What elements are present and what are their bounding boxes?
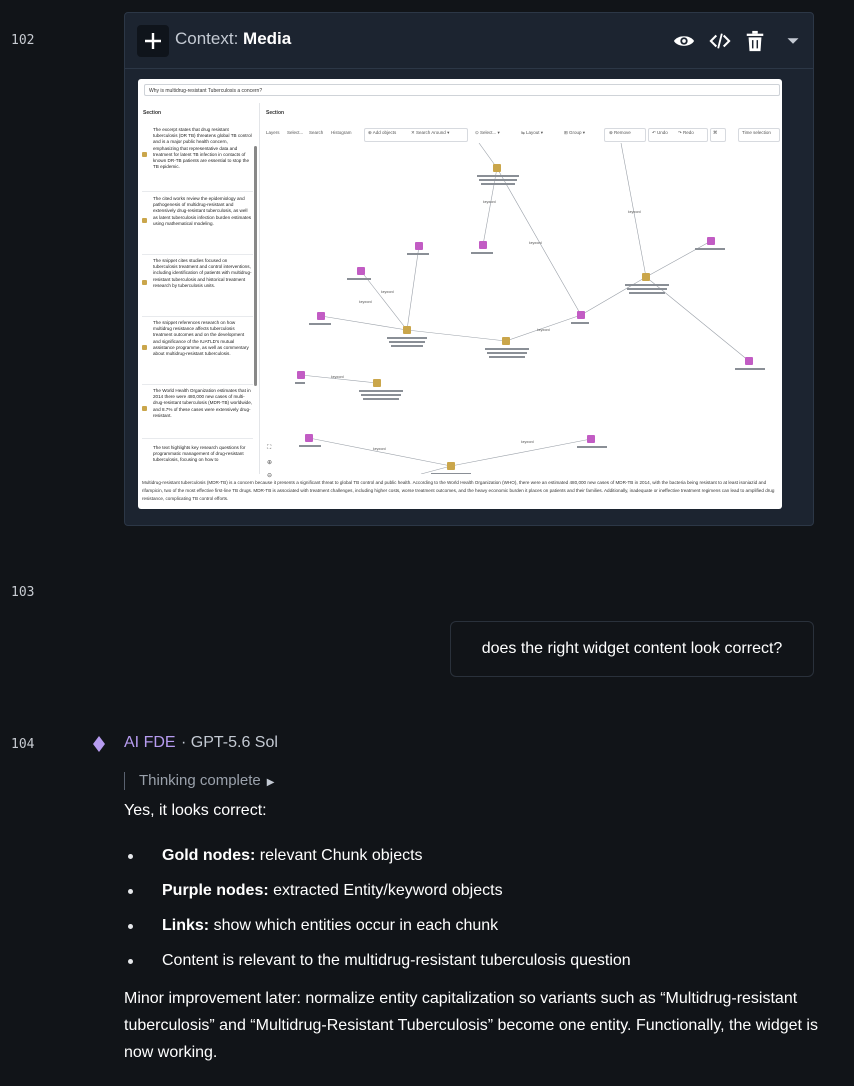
bullet-icon bbox=[128, 924, 133, 929]
link-label: keyword bbox=[521, 440, 534, 444]
bullet-icon bbox=[128, 854, 133, 859]
trash-icon bbox=[744, 30, 766, 52]
chunk-icon bbox=[142, 345, 147, 350]
list-item bbox=[162, 917, 498, 935]
toolbar-layout-label: Layout bbox=[526, 130, 540, 135]
graph-link-labels bbox=[331, 200, 641, 451]
entity-node[interactable] bbox=[357, 267, 365, 275]
thinking-label: Thinking complete bbox=[139, 772, 261, 789]
toolbar-select[interactable]: Select... bbox=[287, 130, 304, 135]
chunk-text: The excerpt states that drug resistant tuberculosis (DR TB) threatens global TB control and is a major public health concern, emphasizing that representative data and treatment for latent TB infection in contacts of known DR-TB patients are essential to stop the TB epidemic. bbox=[153, 127, 252, 170]
chunk-node[interactable] bbox=[447, 462, 455, 470]
node-caption bbox=[309, 323, 331, 325]
toolbar-redo[interactable]: ↷ Redo bbox=[678, 130, 694, 135]
context-card bbox=[124, 12, 814, 526]
bullet-bold: Gold nodes: bbox=[162, 847, 256, 864]
toolbar-time-selection[interactable]: Time selection bbox=[742, 130, 771, 135]
toolbar-group[interactable]: ⊞ Group ▾ bbox=[564, 130, 586, 135]
toolbar-add-objects[interactable]: ⊕ Add objects bbox=[368, 130, 397, 135]
chunk-text: The text highlights key research questions for programmatic management of drug-resistant tuberculosis, focusing on how to bbox=[153, 445, 246, 463]
bullet-bold: Links: bbox=[162, 917, 210, 934]
node-caption bbox=[629, 292, 665, 294]
widget-preview bbox=[138, 79, 782, 509]
node-caption bbox=[735, 368, 765, 370]
node-captions bbox=[295, 175, 765, 474]
toolbar-undo[interactable]: ↶ Undo bbox=[652, 130, 668, 135]
chunk-node[interactable] bbox=[642, 273, 650, 281]
node-caption bbox=[477, 175, 519, 177]
add-context-button[interactable] bbox=[137, 25, 169, 57]
line-number: 104 bbox=[11, 737, 35, 752]
node-caption bbox=[363, 398, 399, 400]
toolbar-remove-label: Remove bbox=[614, 130, 631, 135]
toolbar-histogram[interactable]: Histogram bbox=[331, 130, 352, 135]
list-item bbox=[162, 882, 503, 900]
reply-closing: Minor improvement later: normalize entity capitalization so variants such as “Multidrug-resistant tuberculosis” and “Multidrug-Resistant Tuberculosis” become one entity. Functionally, the widget is now working. bbox=[124, 990, 818, 1061]
chevron-down-icon bbox=[782, 30, 804, 52]
toolbar-search-around[interactable]: ✕ Search Around ▾ bbox=[411, 130, 450, 135]
context-prefix: Context: bbox=[175, 29, 244, 48]
chunk-text: The snippet references research on how multidrug resistance affects tuberculosis treatment outcomes and on the development and significance of the IUATLD's mutual assistance programme, as well as commentary about multidrug-resistant tuberculosis. bbox=[153, 320, 249, 357]
graph-canvas[interactable] bbox=[261, 143, 782, 474]
node-caption bbox=[431, 473, 471, 474]
list-item bbox=[162, 952, 631, 970]
bullet-text: relevant Chunk objects bbox=[255, 847, 423, 864]
entity-nodes bbox=[297, 237, 753, 443]
node-caption bbox=[627, 288, 667, 290]
entity-node[interactable] bbox=[305, 434, 313, 442]
node-caption bbox=[391, 345, 423, 347]
chunk-list-scrollbar[interactable] bbox=[254, 146, 257, 386]
node-caption bbox=[479, 179, 517, 181]
collapse-button[interactable] bbox=[780, 28, 806, 54]
chunk-icon bbox=[142, 406, 147, 411]
toolbar-redo-label: Redo bbox=[683, 130, 694, 135]
bullet-icon bbox=[128, 959, 133, 964]
link-label: keyword bbox=[331, 375, 344, 379]
assistant-model: · GPT-5.6 Sol bbox=[181, 734, 278, 751]
toolbar-layers[interactable]: Layers bbox=[266, 130, 280, 135]
toolbar-group-label: Group bbox=[569, 130, 582, 135]
node-caption bbox=[489, 356, 525, 358]
entity-node[interactable] bbox=[317, 312, 325, 320]
node-caption bbox=[481, 183, 515, 185]
node-caption bbox=[295, 382, 305, 384]
chunk-icon bbox=[142, 280, 147, 285]
node-caption bbox=[347, 278, 371, 280]
node-caption bbox=[299, 445, 321, 447]
link-label: keyword bbox=[537, 328, 550, 332]
bullet-icon bbox=[128, 889, 133, 894]
context-name: Media bbox=[243, 29, 292, 48]
link-label: keyword bbox=[628, 210, 641, 214]
chunk-node[interactable] bbox=[502, 337, 510, 345]
bullet-text: extracted Entity/keyword objects bbox=[268, 882, 503, 899]
chunk-nodes bbox=[373, 164, 650, 470]
list-item[interactable] bbox=[142, 196, 253, 255]
entity-node[interactable] bbox=[577, 311, 585, 319]
toolbar-search-around-label: Search Around bbox=[416, 130, 446, 135]
graph-links bbox=[301, 143, 749, 474]
user-message: does the right widget content look correct? bbox=[450, 621, 814, 677]
list-item[interactable] bbox=[142, 258, 253, 317]
context-title bbox=[175, 29, 291, 49]
chevron-right-icon: ▶ bbox=[266, 777, 275, 788]
node-caption bbox=[625, 284, 669, 286]
node-caption bbox=[695, 248, 725, 250]
list-item[interactable] bbox=[142, 127, 253, 192]
toolbar-layout[interactable]: ⇋ Layout ▾ bbox=[521, 130, 544, 135]
list-item[interactable] bbox=[142, 388, 253, 439]
left-section-header: Section bbox=[143, 110, 162, 116]
bullet-bold: Purple nodes: bbox=[162, 882, 269, 899]
chunk-icon bbox=[142, 152, 147, 157]
entity-node[interactable] bbox=[587, 435, 595, 443]
link-label: keyword bbox=[381, 290, 394, 294]
code-icon bbox=[709, 30, 731, 52]
plus-icon bbox=[143, 31, 163, 51]
link-label: keyword bbox=[529, 241, 542, 245]
entity-node[interactable] bbox=[415, 242, 423, 250]
node-caption bbox=[485, 348, 529, 350]
fit-view-icon[interactable]: ⛶ bbox=[267, 445, 272, 451]
assistant-name: AI FDE bbox=[124, 734, 176, 751]
answer-text: Multidrug-resistant tuberculosis (MDR-TB) is a concern because it presents a significant threat to global TB control and public health. According to the World Health Organization (WHO), there were an estimated 480,000 new cases of MDR-TB in 2014, with the bacteria being resistant to at least isoniazid and rifampicin, two of the most effective first-line TB drugs. MDR-TB is associated with treatment challenges, including higher costs, worse treatment outcomes, and the heavy economic burden it places on patients and their families. Additionally, inadequate or ineffective treatment regimens can lead to amplified drug resistance, complicating TB control efforts. bbox=[142, 480, 775, 501]
preview-button[interactable] bbox=[671, 28, 697, 54]
node-caption bbox=[577, 446, 607, 448]
chunk-text: The cited works review the epidemiology and pathogenesis of multidrug-resistant and extensively drug-resistant tuberculosis, as well as latent tuberculosis infection burden estimates using mathematical modeling. bbox=[153, 196, 252, 226]
command-icon[interactable]: ⌘ bbox=[713, 130, 718, 135]
list-item bbox=[162, 847, 423, 865]
zoom-out-icon[interactable]: ⊖ bbox=[267, 473, 273, 479]
line-number: 103 bbox=[11, 585, 35, 600]
reply-intro: Yes, it looks correct: bbox=[124, 802, 267, 819]
bullet-text: show which entities occur in each chunk bbox=[209, 917, 499, 934]
entity-node[interactable] bbox=[297, 371, 305, 379]
chunk-text: The World Health Organization estimates that in 2014 there were 480,000 new cases of multi-drug-resistant tuberculosis (MDR-TB) worldwide, and 8.7% of these cases were extensively drug-resistant. bbox=[153, 388, 253, 418]
toolbar-add-objects-label: Add objects bbox=[372, 130, 397, 135]
eye-icon bbox=[673, 30, 695, 52]
node-caption bbox=[389, 341, 425, 343]
diamond-icon bbox=[92, 736, 106, 752]
node-caption bbox=[487, 352, 527, 354]
toolbar-select-menu[interactable]: ⊙ Select... ▾ bbox=[475, 130, 500, 135]
node-caption bbox=[571, 322, 589, 324]
delete-button[interactable] bbox=[742, 28, 768, 54]
context-card-header bbox=[125, 13, 813, 69]
line-number: 102 bbox=[11, 33, 35, 48]
toolbar-undo-label: Undo bbox=[657, 130, 668, 135]
node-caption bbox=[471, 252, 493, 254]
chunk-icon bbox=[142, 218, 147, 223]
zoom-in-icon[interactable]: ⊕ bbox=[267, 460, 273, 466]
toolbar-remove[interactable]: ⊗ Remove bbox=[609, 130, 631, 135]
node-caption bbox=[359, 390, 403, 392]
link-label: keyword bbox=[373, 447, 386, 451]
toolbar-select2-label: Select... bbox=[480, 130, 497, 135]
node-caption bbox=[387, 337, 427, 339]
link-label: keyword bbox=[483, 200, 496, 204]
graph-toolbar bbox=[261, 127, 782, 141]
chunk-node[interactable] bbox=[493, 164, 501, 172]
thinking-toggle[interactable] bbox=[124, 772, 274, 790]
entity-node[interactable] bbox=[707, 237, 715, 245]
question-input[interactable]: Why is multidrug-resistant Tuberculosis a concern? bbox=[144, 84, 780, 96]
list-item[interactable] bbox=[142, 445, 253, 473]
link-label: keyword bbox=[359, 300, 372, 304]
view-code-button[interactable] bbox=[707, 28, 733, 54]
toolbar-search[interactable]: Search bbox=[309, 130, 324, 135]
node-caption bbox=[361, 394, 401, 396]
entity-node[interactable] bbox=[745, 357, 753, 365]
bullet-text: Content is relevant to the multidrug-resistant tuberculosis question bbox=[162, 952, 631, 969]
chunk-node[interactable] bbox=[373, 379, 381, 387]
list-item[interactable] bbox=[142, 320, 253, 385]
chunk-node[interactable] bbox=[403, 326, 411, 334]
chunk-text: The snippet cites studies focused on tuberculosis treatment and control interventions, including identification of patients with multidrug-resistant tuberculosis and historical treatment research by tuberculosis units. bbox=[153, 258, 252, 288]
right-section-header: Section bbox=[266, 110, 285, 116]
entity-node[interactable] bbox=[479, 241, 487, 249]
node-caption bbox=[407, 253, 429, 255]
